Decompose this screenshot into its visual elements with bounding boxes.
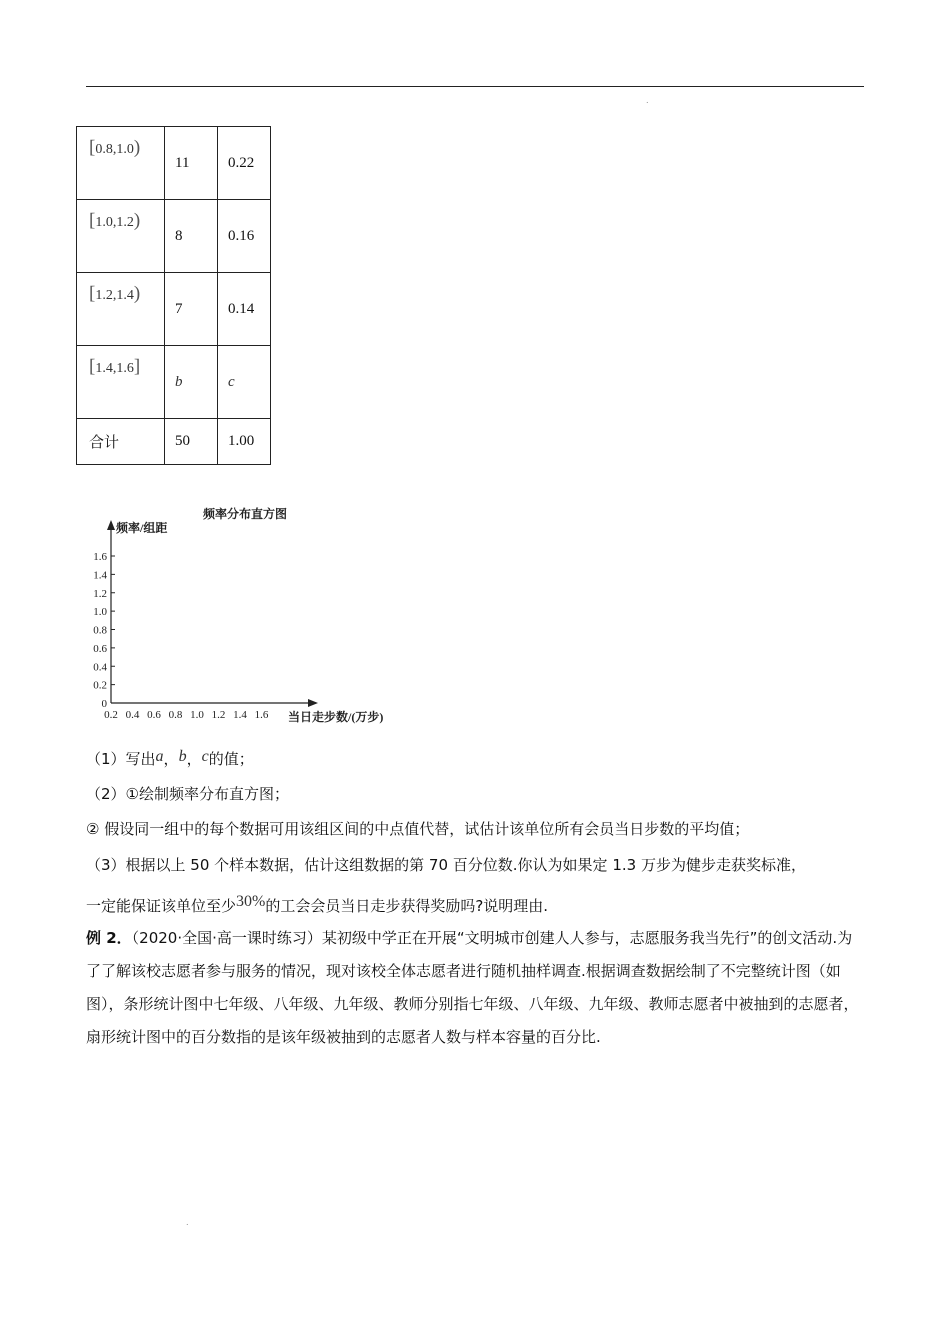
y-tick-label: 1.2	[93, 587, 107, 600]
y-axis-arrow	[107, 520, 115, 530]
y-axis-label: 频率/组距	[116, 521, 168, 535]
x-tick-label: 0.2	[104, 709, 118, 721]
question-1: （1）写出a，b，c的值；	[86, 748, 254, 768]
example-text: （2020·全国·高一课时练习）某初级中学正在开展“文明城市创建人人参与，志愿服务我当先行”的创文活动.为了了解该校志愿者参与服务的情况，现对该校全体志愿者进行随机抽样调查.根据调查数据绘制了不完整统计图（如图），条形统计图中七年级、八年级、九年级、教师分别指七年级、八年级、九年级、教师志愿者中被抽到的志愿者，扇形统计图中的百分数指的是该年级被抽到的志愿者人数与样本容量的百分比.	[86, 929, 859, 1046]
interval-cell: [1.2,1.4)	[77, 273, 165, 346]
y-tick-label: 0	[101, 698, 107, 710]
frequency-cell: 0.16	[218, 200, 271, 273]
table-row-total	[77, 419, 271, 465]
question-2b: ② 假设同一组中的每个数据可用该组区间的中点值代替，试估计该单位所有会员当日步数的平均值；	[86, 820, 750, 838]
y-tick-label: 0.8	[93, 624, 107, 637]
count-cell: 11	[165, 127, 218, 200]
table-row	[77, 346, 271, 419]
var-c: c	[201, 748, 209, 765]
frequency-cell: 0.14	[218, 273, 271, 346]
y-tick-label: 1.6	[93, 551, 107, 563]
table-row	[77, 200, 271, 273]
table-row	[77, 127, 271, 200]
speck-bottom: .	[186, 1218, 189, 1227]
y-tick-label: 0.6	[93, 642, 107, 655]
example-2	[86, 922, 864, 1054]
y-tick-label: 1.4	[93, 569, 107, 582]
percent-value: 30%	[236, 893, 266, 910]
count-cell: 8	[165, 200, 218, 273]
table-row	[77, 273, 271, 346]
y-tick-label: 0.2	[93, 679, 107, 692]
example-label: 例 2．	[86, 929, 132, 947]
x-tick-label: 1.4	[233, 709, 247, 721]
x-tick-label: 1.0	[190, 709, 204, 721]
y-tick-label: 1.0	[93, 606, 107, 619]
question-3b: 一定能保证该单位至少30%的工会会员当日走步获得奖励吗?说明理由.	[86, 893, 549, 915]
total-label-cell: 合计	[77, 419, 165, 465]
total-frequency-cell: 1.00	[218, 419, 271, 465]
x-tick-label: 0.6	[147, 709, 161, 721]
speck-top: .	[646, 96, 649, 105]
x-tick-label: 1.6	[254, 709, 269, 721]
question-3: （3）根据以上 50 个样本数据，估计这组数据的第 70 百分位数.你认为如果定 1.3 万步为健步走获奖标准，	[86, 856, 806, 874]
var-a: a	[155, 748, 164, 765]
x-tick-label: 1.2	[211, 709, 226, 721]
x-axis-label: 当日走步数/(万步)	[288, 710, 384, 724]
chart-title: 频率分布直方图	[202, 507, 288, 521]
interval-cell: [1.4,1.6]	[77, 346, 165, 419]
count-cell: b	[165, 346, 218, 419]
frequency-cell: c	[218, 346, 271, 419]
interval-cell: [0.8,1.0)	[77, 127, 165, 200]
frequency-cell: 0.22	[218, 127, 271, 200]
header-rule	[86, 86, 864, 87]
var-b: b	[178, 748, 187, 765]
count-cell: 7	[165, 273, 218, 346]
x-tick-label: 0.8	[168, 709, 183, 721]
y-tick-label: 0.4	[93, 661, 107, 674]
histogram-chart	[80, 500, 400, 730]
x-tick-label: 0.4	[125, 709, 140, 721]
total-count-cell: 50	[165, 419, 218, 465]
question-2: （2）①绘制频率分布直方图；	[86, 785, 289, 803]
x-axis-arrow	[308, 699, 318, 707]
interval-cell: [1.0,1.2)	[77, 200, 165, 273]
frequency-table	[76, 126, 271, 465]
